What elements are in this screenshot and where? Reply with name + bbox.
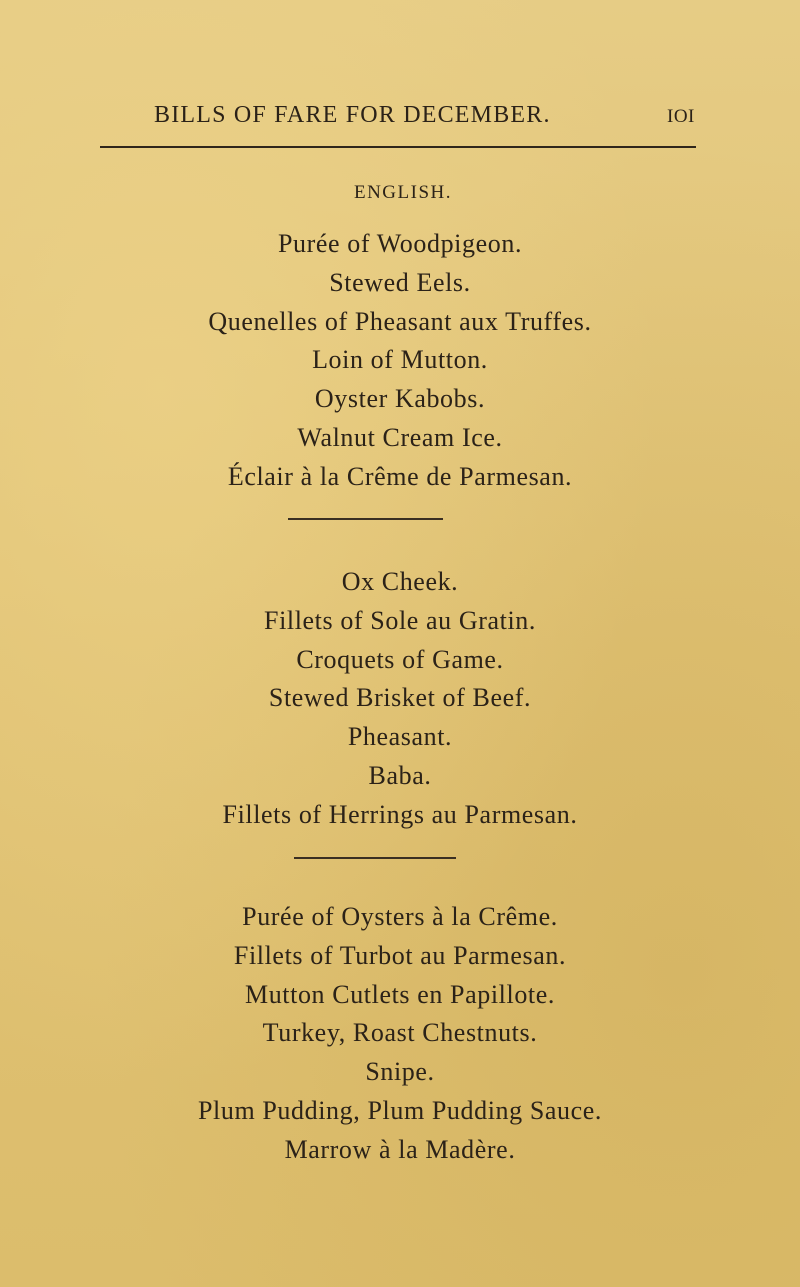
menu-item: Fillets of Sole au Gratin. — [264, 605, 536, 635]
menu-item: Turkey, Roast Chestnuts. — [262, 1018, 538, 1048]
menu-item: Fillets of Herrings au Parmesan. — [222, 799, 578, 829]
section-heading: ENGLISH. — [353, 182, 453, 203]
menu-item: Mutton Cutlets en Papillote. — [244, 979, 555, 1009]
running-head — [0, 102, 800, 142]
menu-item: Stewed Brisket of Beef. — [268, 683, 532, 713]
menu-item: Purée of Woodpigeon. — [277, 229, 523, 258]
menu-item: Baba. — [368, 760, 432, 790]
menu-item: Stewed Eels. — [329, 267, 471, 297]
menu-item: Éclair à la Crême de Parmesan. — [227, 461, 573, 491]
page-number: IOI — [667, 106, 695, 127]
course-divider — [294, 857, 456, 859]
menu-item: Purée of Oysters à la Crême. — [242, 902, 558, 931]
menu-item: Walnut Cream Ice. — [297, 422, 503, 452]
menu-group-1 — [0, 225, 800, 497]
menu-item: Fillets of Turbot au Parmesan. — [233, 940, 567, 970]
menu-item: Snipe. — [365, 1057, 435, 1087]
menu-item: Pheasant. — [347, 722, 453, 752]
menu-group-2 — [0, 563, 800, 835]
header-rule — [100, 146, 696, 148]
course-divider — [288, 518, 443, 520]
menu-group-3 — [0, 898, 800, 1170]
menu-item: Plum Pudding, Plum Pudding Sauce. — [197, 1095, 603, 1125]
menu-item: Oyster Kabobs. — [314, 384, 486, 414]
menu-item: Quenelles of Pheasant aux Truffes. — [208, 306, 592, 336]
menu-item: Ox Cheek. — [341, 567, 459, 596]
menu-item: Marrow à la Madère. — [284, 1134, 516, 1164]
running-title: BILLS OF FARE FOR DECEMBER. — [154, 102, 551, 128]
menu-item: Loin of Mutton. — [312, 345, 488, 375]
menu-item: Croquets of Game. — [296, 644, 504, 674]
